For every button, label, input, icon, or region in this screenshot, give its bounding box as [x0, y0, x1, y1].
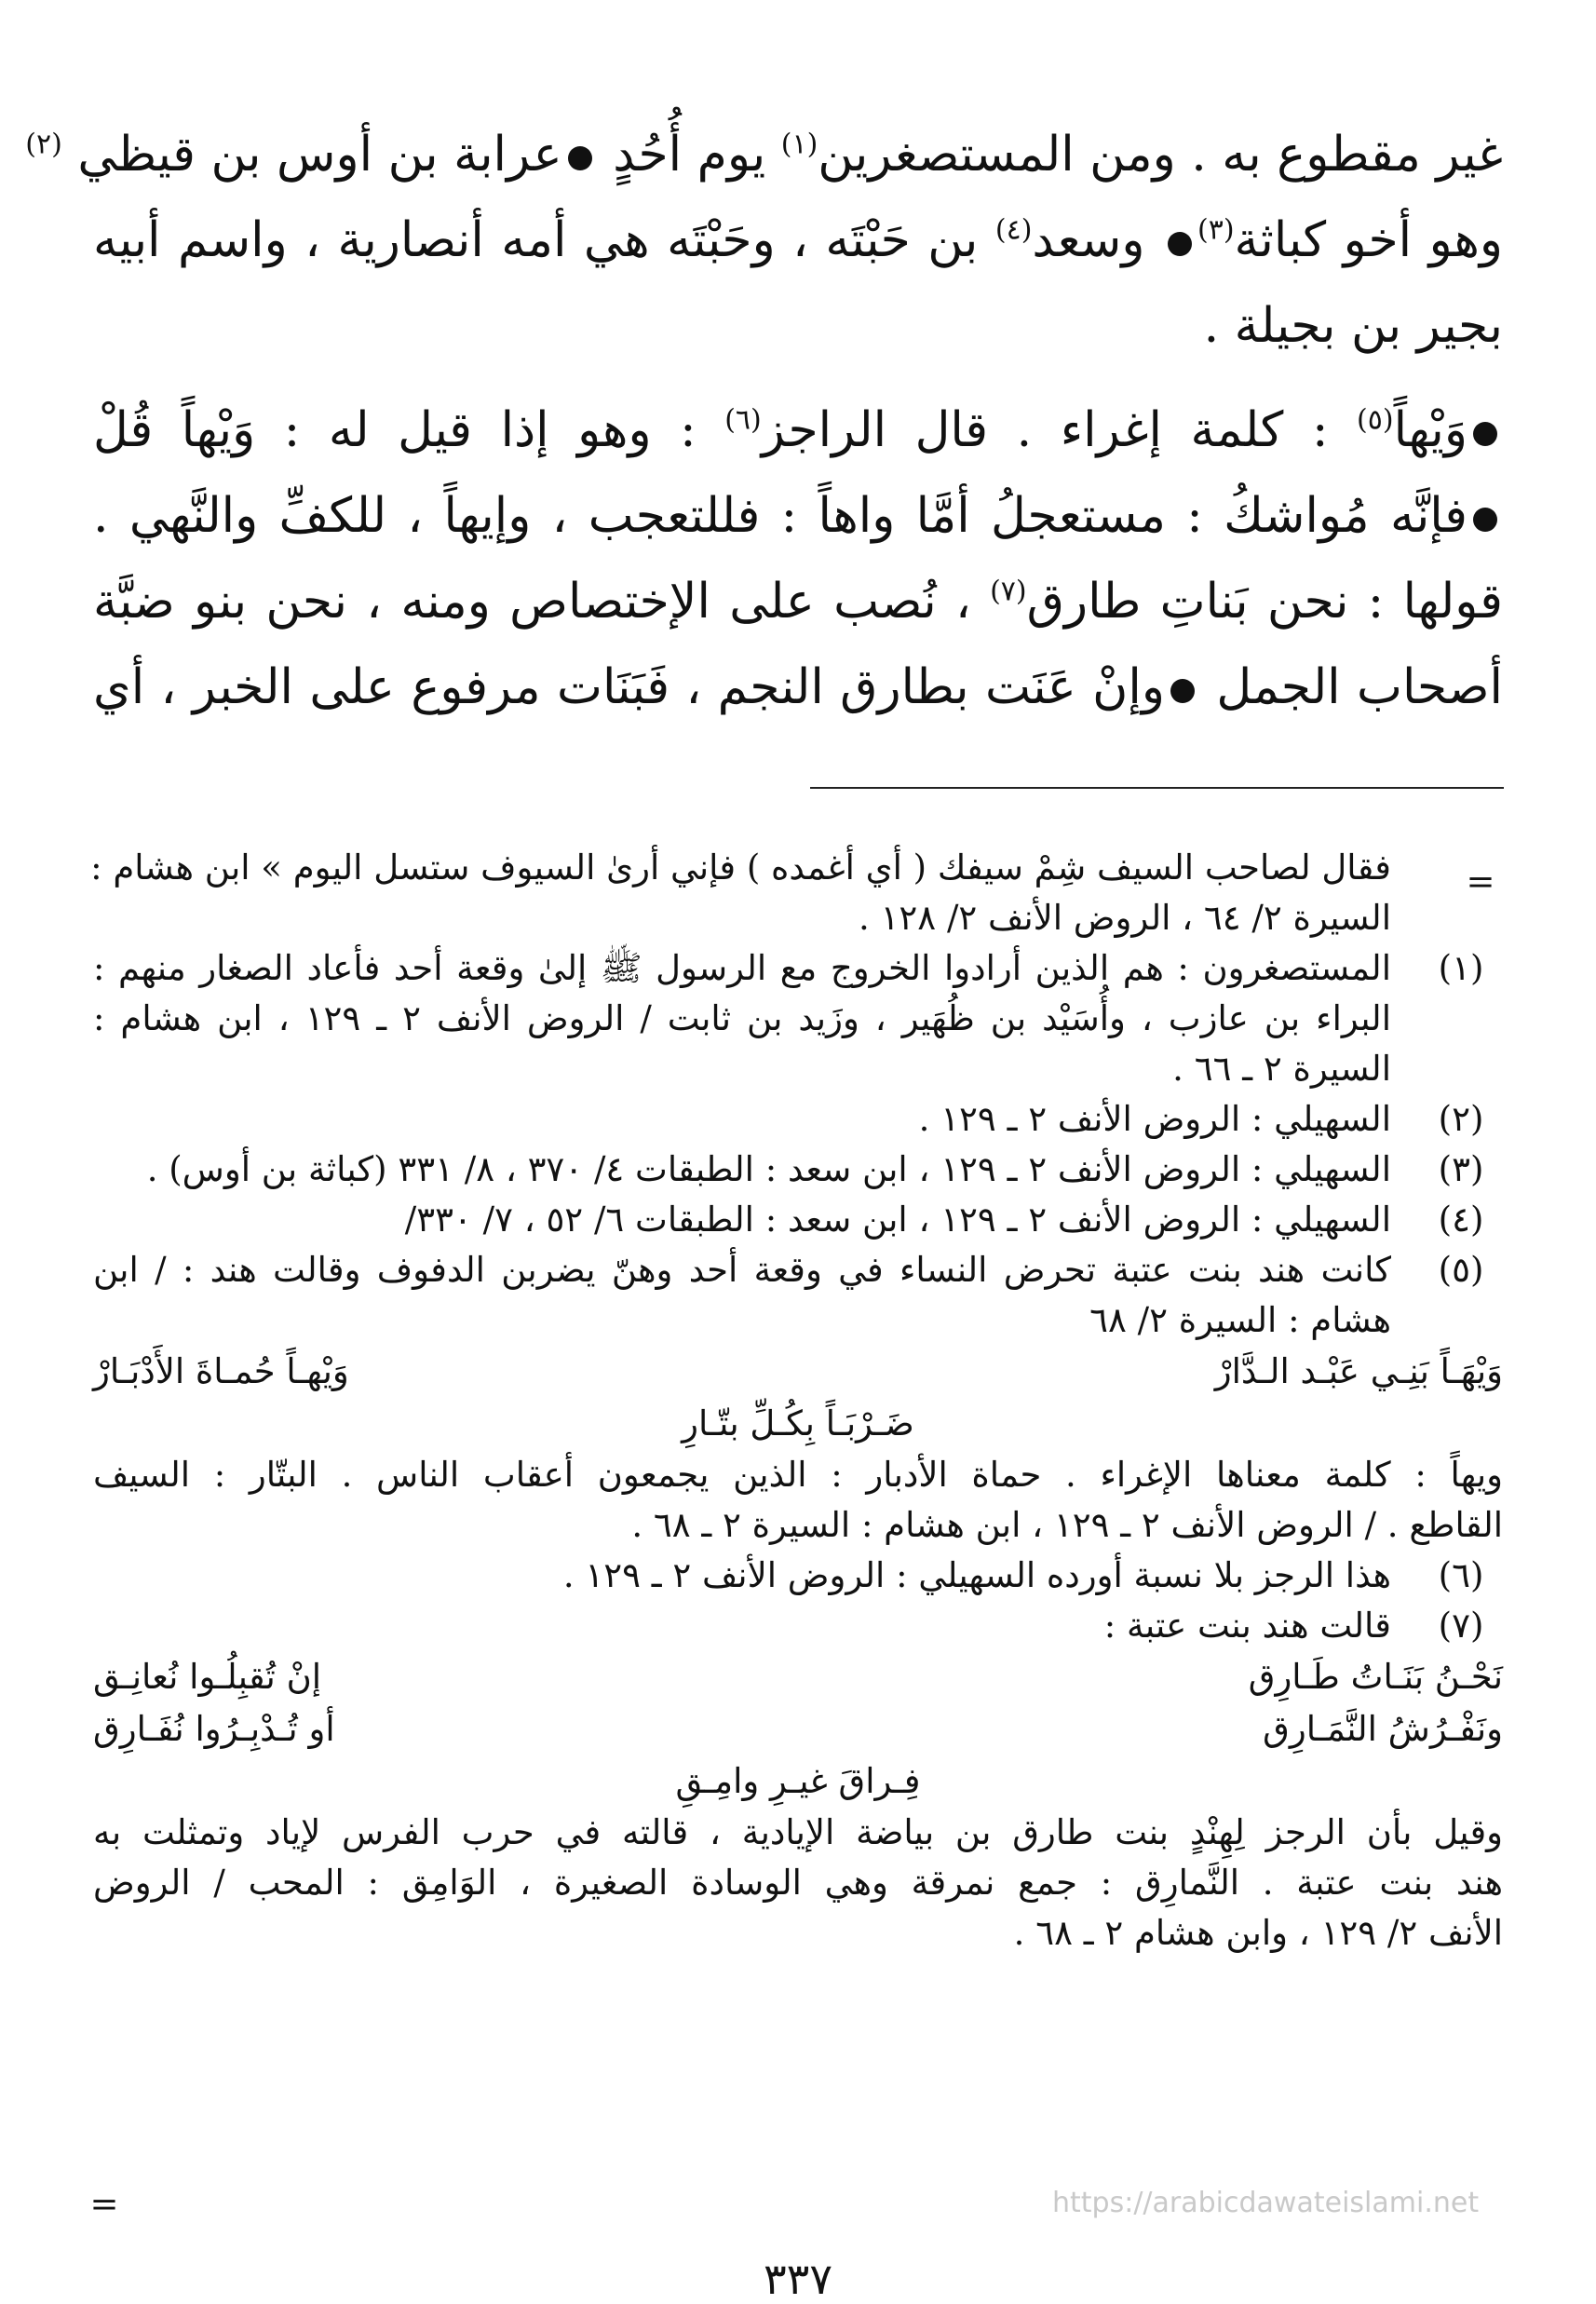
- footnote-line: الأنف ٢/ ١٢٩ ، وابن هشام ٢ ـ ٦٨ .: [1013, 1913, 1503, 1953]
- footnote-number: (٥): [1438, 1250, 1484, 1290]
- poem-hind-1: [93, 1346, 1503, 1450]
- footnote-line: القاطع . / الروض الأنف ٢ ـ ١٢٩ ، ابن هشام : السيرة ٢ ـ ٦٨ .: [631, 1505, 1503, 1545]
- bullet-dot-icon: [568, 146, 592, 170]
- verse-hemistich: نَحْـنُ بَنَـاتُ طَـارِق: [1248, 1657, 1503, 1697]
- main-line-6: [93, 559, 1503, 644]
- continuation-marker-bottom: =: [89, 2184, 119, 2224]
- text-span: وَيْهاً: [1393, 402, 1468, 458]
- main-line-1: [25, 112, 1503, 197]
- footnote-1: [93, 943, 1503, 1094]
- footnote-2: [93, 1094, 1503, 1145]
- footnote-line: السهيلي : الروض الأنف ٢ ـ ١٢٩ ، ابن سعد : الطبقات ٦/ ٥٢ ، ٧/ ٣٣٠/: [404, 1199, 1391, 1240]
- verse-hemistich: إنْ تُقبِلُـوا نُعانِـق: [93, 1657, 322, 1697]
- footnote-line: السهيلي : الروض الأنف ٢ ـ ١٢٩ .: [918, 1099, 1391, 1139]
- footnote-line: فقال لصاحب السيف شِمْ سيفك ( أي أغمده ) فإني أرىٰ السيوف ستسل اليوم » ابن هشام :: [90, 847, 1391, 888]
- footnote-ref: (٧): [990, 575, 1027, 608]
- footnote-ref: (٦): [724, 403, 762, 437]
- verse-hemistich: وَيْهـاً حُمـاةَ الأَدْبَـارْ: [93, 1351, 349, 1391]
- text-span: وإنْ عَنَت بطارق النجم ، فَبَنَات مرفوع على الخبر ، أي: [93, 659, 1165, 715]
- bullet-dot-icon: [1168, 232, 1192, 256]
- text-span: أصحاب الجمل: [1199, 659, 1503, 715]
- footnote-line: قالت هند بنت عتبة :: [1103, 1606, 1391, 1646]
- text-span: غير مقطوع به . ومن المستصغرين: [818, 127, 1503, 183]
- bullet-dot-icon: [1170, 679, 1195, 703]
- footnote-separator: [810, 787, 1504, 789]
- watermark: https://arabicdawateislami.net: [1052, 2187, 1480, 2219]
- main-line-2: [93, 197, 1503, 283]
- footnote-line: المستصغرون : هم الذين أرادوا الخروج مع الرسول ﷺ إلىٰ وقعة أحد فأعاد الصغار منهم :: [93, 948, 1391, 988]
- text-span: : كلمة إغراء . قال الراجز: [761, 402, 1358, 458]
- footnote-number: (٧): [1438, 1606, 1484, 1646]
- verse-hemistich: أو تُـدْبِـرُوا نُفَـارِق: [93, 1709, 335, 1749]
- footnote-line: السيرة ٢/ ٦٤ ، الروض الأنف ٢/ ١٢٨ .: [859, 898, 1391, 938]
- footnote-line: كانت هند بنت عتبة تحرض النساء في وقعة أحد وهنّ يضربن الدفوف وقالت هند : / ابن: [93, 1250, 1391, 1290]
- footnote-ref: (٤): [994, 213, 1033, 247]
- bullet-dot-icon: [1473, 508, 1497, 532]
- footnote-line: السيرة ٢ ـ ٦٦ .: [1172, 1049, 1391, 1089]
- verse-hemistich: وَيْهَـاً بَنِـي عَبْـد الـدَّارْ: [1214, 1351, 1503, 1391]
- poem-hind-2: [93, 1651, 1503, 1808]
- footnote-line: هند بنت عتبة . النَّمارِق : جمع نمرقة وهي الوسادة الصغيرة ، الوَامِق : المحب / الروض: [93, 1863, 1503, 1903]
- text-span: يوم أُحُدٍ: [597, 127, 781, 183]
- main-line-4: [93, 387, 1503, 473]
- footnote-line: وقيل بأن الرجز لِهِنْدٍ بنت طارق بن بياضة الإيادية ، قالته في حرب الفرس لإياد وتمثلت به: [93, 1812, 1503, 1852]
- main-line-5: [93, 473, 1503, 559]
- footnote-ref: (٥): [1357, 403, 1394, 437]
- footnote-number: (٢): [1438, 1099, 1484, 1139]
- page-number: ٣٣٧: [763, 2254, 833, 2304]
- footnote-4: [93, 1195, 1503, 1245]
- text-span: وسعد: [1032, 212, 1162, 268]
- text-span: : وهو إذا قيل له : وَيْهاً قُلْ: [93, 402, 725, 458]
- footnote-ref: (١): [780, 128, 818, 161]
- text-span: ، نُصب على الإختصاص ومنه ، نحن بنو ضبَّة: [93, 574, 991, 630]
- main-line-3: بجير بن بجيلة .: [1203, 298, 1503, 354]
- main-line-7: [93, 644, 1503, 730]
- text-span: بن حَبْتَه ، وحَبْتَه هي أمه أنصارية ، واسم أبيه: [93, 212, 995, 268]
- verse-hemistich: فِـراقَ غيـرِ وامِـقِ: [675, 1761, 921, 1801]
- footnote-line: هشام : السيرة ٢/ ٦٨: [1089, 1300, 1391, 1340]
- text-span: وهو أخو كباثة: [1234, 212, 1503, 268]
- footnote-6: [93, 1551, 1503, 1601]
- text-span: فإنَّه مُواشكُ : مستعجلُ أمَّا واهاً : فللتعجب ، وإيهاً ، للكفِّ والنَّهي .: [93, 488, 1468, 544]
- footnote-5: [93, 1245, 1503, 1346]
- footnote-7-commentary: [93, 1808, 1503, 1958]
- footnote-number: (٦): [1438, 1555, 1484, 1595]
- footnote-line: ويهاً : كلمة معناها الإغراء . حماة الأدبار : الذين يجمعون أعقاب الناس . البتّار : السيف: [93, 1455, 1503, 1495]
- text-span: قولها : نحن بَناتِ طارق: [1026, 574, 1503, 630]
- footnote-number: (٣): [1438, 1149, 1484, 1189]
- footnote-ref: (٢): [25, 128, 62, 161]
- footnote-ref: (٣): [1197, 213, 1235, 247]
- continuation-marker-top: =: [1466, 861, 1495, 901]
- footnote-line: البراء بن عازب ، وأُسَيْد بن ظُهَير ، وزَيد بن ثابت / الروض الأنف ٢ ـ ١٢٩ ، ابن هشام :: [93, 998, 1391, 1038]
- footnote-continuation: [90, 843, 1503, 943]
- verse-hemistich: ضَـرْبَـاً بِكُـلِّ بتّـارِ: [682, 1403, 914, 1443]
- main-text: [25, 112, 1503, 730]
- footnote-line: هذا الرجز بلا نسبة أورده السهيلي : الروض الأنف ٢ ـ ١٢٩ .: [562, 1555, 1391, 1595]
- verse-hemistich: ونَفْـرُشُ النَّمَـارِق: [1263, 1709, 1503, 1749]
- footnote-3: [93, 1145, 1503, 1195]
- footnotes: [90, 843, 1503, 1958]
- footnote-line: السهيلي : الروض الأنف ٢ ـ ١٢٩ ، ابن سعد : الطبقات ٤/ ٣٧٠ ، ٨/ ٣٣١ (كباثة بن أوس) .: [146, 1149, 1391, 1189]
- text-span: عرابة بن أوس بن قيظي: [61, 127, 562, 183]
- footnote-7: [93, 1601, 1503, 1651]
- footnote-number: (٤): [1438, 1199, 1484, 1240]
- footnote-number: (١): [1438, 948, 1484, 988]
- footnote-5-gloss: [93, 1450, 1503, 1551]
- bullet-dot-icon: [1473, 422, 1497, 446]
